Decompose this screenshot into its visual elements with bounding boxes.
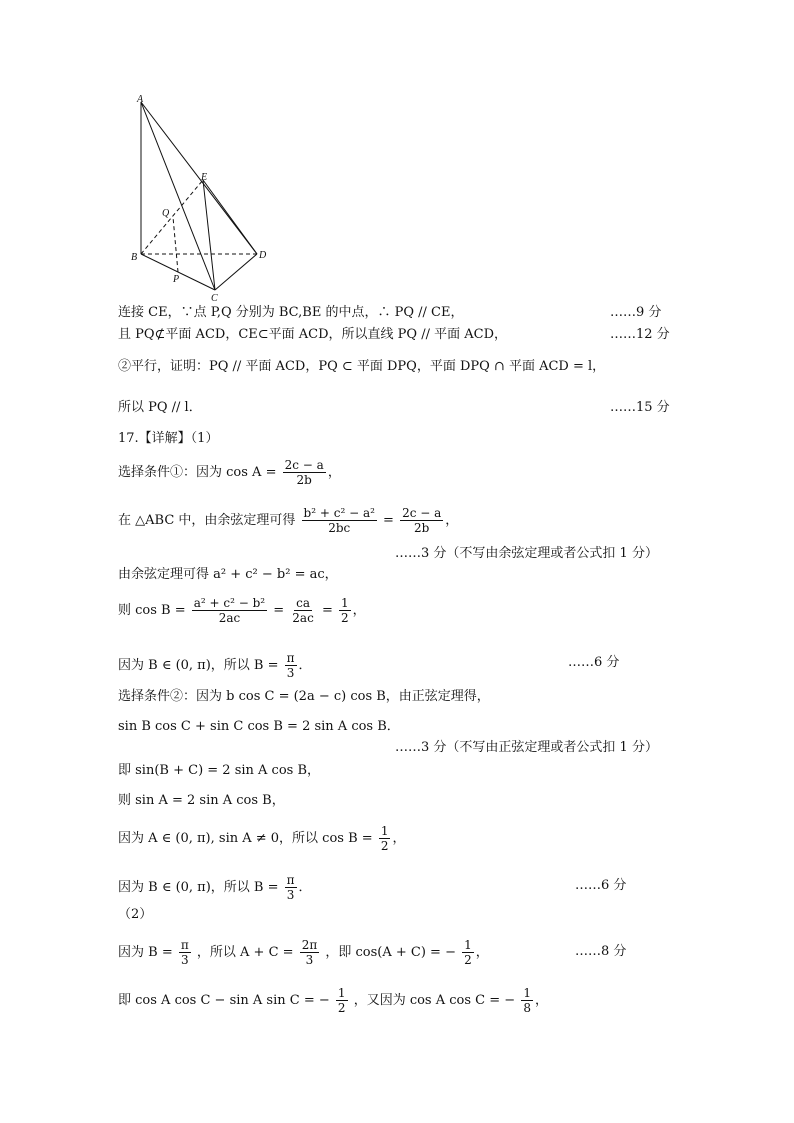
label-a: A bbox=[137, 94, 144, 105]
text: ， bbox=[327, 465, 341, 480]
numerator: π bbox=[180, 938, 189, 952]
score-3-cos: ……3 分（不写由余弦定理或者公式扣 1 分） bbox=[395, 546, 658, 561]
denominator: 3 bbox=[305, 953, 314, 967]
denominator: 3 bbox=[286, 888, 295, 902]
numerator: 2π bbox=[301, 938, 318, 952]
numerator: 1 bbox=[340, 596, 349, 610]
fraction bbox=[290, 596, 316, 625]
cosine-law-result: 由余弦定理可得 a² + c² − b² = ac， bbox=[118, 567, 338, 582]
denominator: 2b bbox=[296, 473, 312, 487]
text: ， bbox=[352, 603, 366, 618]
text: 则 cos B = bbox=[118, 603, 186, 618]
text: 因为 B ∈ (0, π)，所以 B = bbox=[118, 880, 279, 895]
text: 选择条件①：因为 cos A = bbox=[118, 465, 277, 480]
condition-2-line: 选择条件②：因为 b cos C = (2a − c) cos B，由正弦定理得， bbox=[118, 689, 490, 704]
cos-product-line bbox=[118, 986, 548, 1015]
cosine-law-line bbox=[118, 506, 458, 535]
text: ，又因为 cos A cos C = − bbox=[353, 993, 516, 1008]
sine-law-line: sin B cos C + sin C cos B = 2 sin A cos B． bbox=[118, 719, 400, 734]
text: 因为 B = bbox=[118, 945, 173, 960]
sin-a-line: 则 sin A = 2 sin A cos B， bbox=[118, 793, 285, 808]
text: ， bbox=[392, 831, 406, 846]
denominator: 2 bbox=[337, 1001, 346, 1015]
fraction bbox=[336, 986, 348, 1015]
sin-sum-line: 即 sin(B + C) = 2 sin A cos B， bbox=[118, 763, 321, 778]
denominator: 2 bbox=[464, 953, 472, 967]
condition-1-line bbox=[118, 458, 341, 487]
text: 在 △ABC 中，由余弦定理可得 bbox=[118, 513, 296, 528]
proof-line-1: 连接 CE，∵点 P,Q 分别为 BC,BE 的中点，∴ PQ // CE， bbox=[118, 305, 464, 320]
fraction bbox=[285, 651, 297, 680]
denominator: 2ac bbox=[292, 611, 314, 625]
fraction bbox=[283, 458, 326, 487]
proof-line-2: 且 PQ⊄平面 ACD，CE⊂平面 ACD，所以直线 PQ // 平面 ACD， bbox=[118, 327, 507, 342]
label-q: Q bbox=[162, 208, 170, 219]
denominator: 2 bbox=[340, 611, 349, 625]
b-value-line-2 bbox=[118, 873, 312, 902]
score-12: ……12 分 bbox=[610, 327, 670, 342]
numerator: 1 bbox=[337, 986, 346, 1000]
denominator: 2b bbox=[414, 521, 430, 535]
fraction bbox=[521, 986, 533, 1015]
edge-ad bbox=[141, 102, 257, 254]
text: ， bbox=[475, 945, 489, 960]
text: 即 cos A cos C − sin A sin C = − bbox=[118, 993, 330, 1008]
text: ， bbox=[534, 993, 548, 1008]
edge-ed bbox=[203, 180, 257, 254]
numerator: 2c − a bbox=[284, 458, 324, 472]
score-8: ……8 分 bbox=[575, 944, 627, 959]
fraction bbox=[179, 938, 191, 967]
denominator: 2 bbox=[380, 839, 389, 853]
label-b: B bbox=[131, 252, 138, 263]
fraction bbox=[300, 938, 320, 967]
numerator: 1 bbox=[464, 938, 472, 952]
text: ． bbox=[298, 880, 312, 895]
fraction bbox=[339, 596, 351, 625]
numerator: a² + c² − b² bbox=[193, 596, 266, 610]
cos-b-line: 则 cos B = $\frac{\text{a² + c² − b²}}{2ac}$ = $\frac{ca}{2ac}$ = $\frac{1}{2}$ ， bbox=[118, 596, 366, 625]
fraction bbox=[285, 873, 297, 902]
text: ，即 cos(A + C) = − bbox=[325, 945, 456, 960]
text: ． bbox=[298, 658, 312, 673]
fraction bbox=[462, 938, 474, 967]
score-9: ……9 分 bbox=[610, 305, 662, 320]
numerator: 2c − a bbox=[402, 506, 442, 520]
a-plus-c-line bbox=[118, 938, 489, 967]
fraction bbox=[192, 596, 267, 625]
numerator: 1 bbox=[523, 986, 531, 1000]
numerator: 1 bbox=[380, 824, 389, 838]
label-d: D bbox=[259, 250, 267, 261]
text: ，所以 A + C = bbox=[196, 945, 294, 960]
numerator: b² + c² − a² bbox=[303, 506, 375, 520]
label-c: C bbox=[211, 293, 218, 302]
denominator: 8 bbox=[523, 1001, 531, 1015]
score-6-a: ……6 分 bbox=[568, 655, 620, 670]
numerator: π bbox=[286, 873, 295, 887]
score-3-sin: ……3 分（不写由正弦定理或者公式扣 1 分） bbox=[395, 740, 658, 755]
text: 因为 B ∈ (0, π)，所以 B = bbox=[118, 658, 279, 673]
question-17-heading: 17.【详解】（1） bbox=[118, 431, 219, 446]
text: = bbox=[383, 513, 394, 528]
fraction bbox=[400, 506, 443, 535]
cos-b-half-line bbox=[118, 824, 405, 853]
edge-pq bbox=[173, 217, 178, 272]
edge-be bbox=[141, 180, 203, 254]
proof-line-4: 所以 PQ // l． bbox=[118, 400, 202, 415]
fraction bbox=[379, 824, 391, 853]
denominator: 3 bbox=[286, 666, 295, 680]
edge-ac bbox=[141, 102, 215, 290]
label-p: P bbox=[173, 274, 180, 285]
fraction bbox=[302, 506, 377, 535]
numerator: ca bbox=[296, 596, 310, 610]
denominator: 3 bbox=[180, 953, 189, 967]
edge-cd bbox=[215, 254, 257, 290]
numerator: π bbox=[286, 651, 295, 665]
part-2-heading: （2） bbox=[118, 907, 153, 922]
tetrahedron-figure bbox=[125, 92, 285, 302]
denominator: 2ac bbox=[218, 611, 241, 625]
b-value-line-1 bbox=[118, 651, 312, 680]
text: ， bbox=[445, 513, 459, 528]
label-e: E bbox=[201, 172, 208, 183]
denominator: 2bc bbox=[328, 521, 351, 535]
text: 因为 A ∈ (0, π), sin A ≠ 0，所以 cos B = bbox=[118, 831, 373, 846]
score-15: ……15 分 bbox=[610, 400, 670, 415]
score-6-b: ……6 分 bbox=[575, 878, 627, 893]
proof-line-3: ②平行，证明：PQ // 平面 ACD，PQ ⊂ 平面 DPQ，平面 DPQ ∩ 平面 ACD = l， bbox=[118, 359, 606, 374]
